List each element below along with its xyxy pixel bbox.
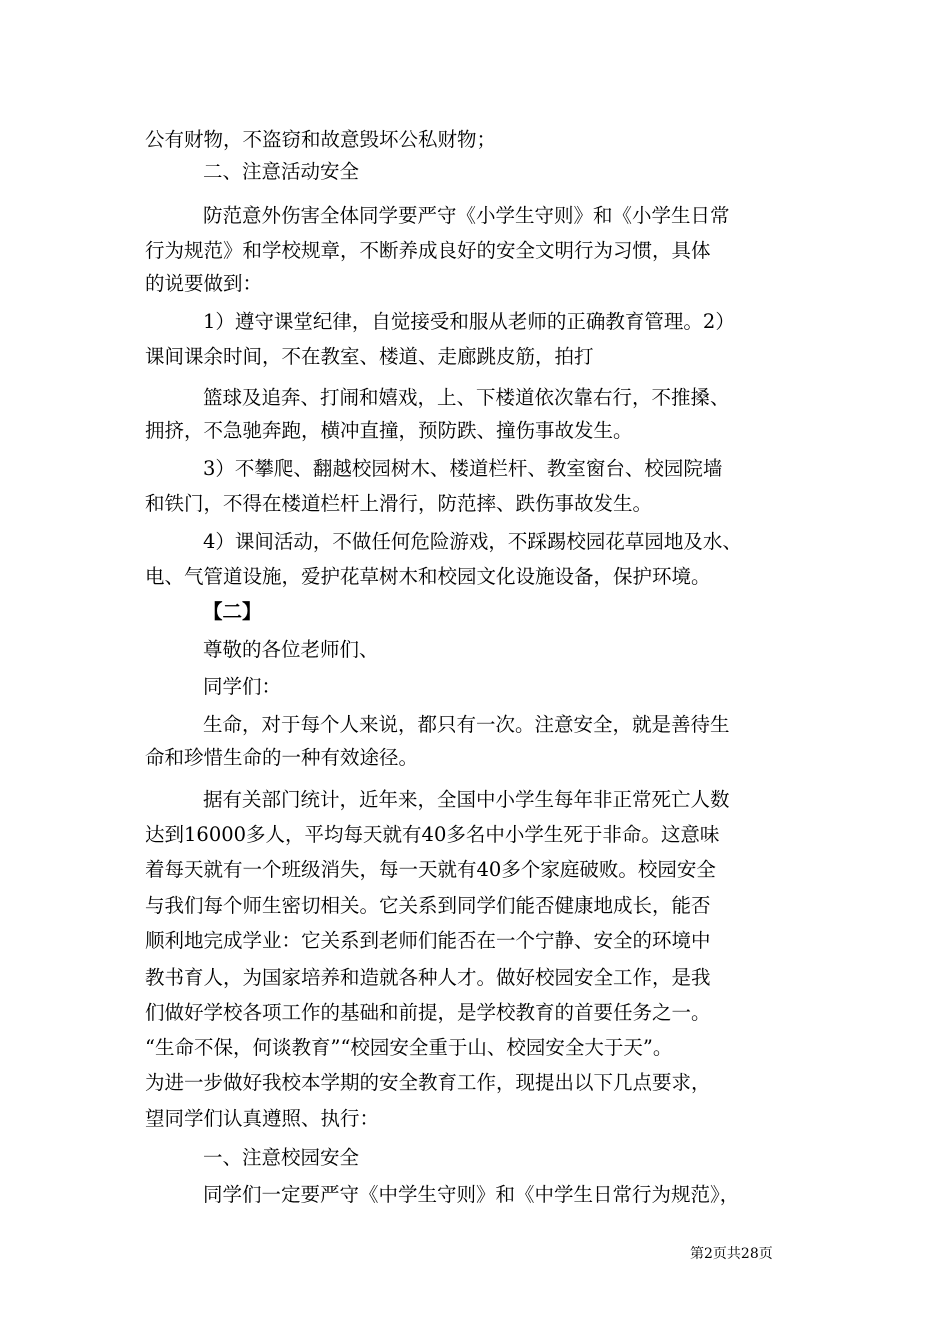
- text-line: 同学们一定要严守《中学生守则》和《中学生日常行为规范》，: [203, 1183, 740, 1206]
- section-heading: 二、注意活动安全: [203, 160, 360, 183]
- text-line: 生命，对于每个人来说，都只有一次。注意安全，就是善待生: [203, 713, 730, 736]
- text-line: 4）课间活动，不做任何危险游戏，不踩踢校园花草园地及水、: [203, 530, 742, 553]
- text-line: 防范意外伤害全体同学要严守《小学生守则》和《小学生日常: [203, 204, 730, 227]
- text-line: 电、气管道设施，爱护花草树木和校园文化设施设备，保护环境。: [145, 565, 711, 588]
- text-line: 顺利地完成学业：它关系到老师们能否在一个宁静、安全的环境中: [145, 929, 711, 952]
- text-line: 1）遵守课堂纪律，自觉接受和服从老师的正确教育管理。2）: [203, 310, 735, 333]
- section-heading: 一、注意校园安全: [203, 1146, 360, 1169]
- text-line: 行为规范》和学校规章，不断养成良好的安全文明行为习惯，具体: [145, 239, 711, 262]
- text-line: 为进一步做好我校本学期的安全教育工作，现提出以下几点要求，: [145, 1071, 711, 1094]
- text-line: 拥挤，不急驰奔跑，横冲直撞，预防跌、撞伤事故发生。: [145, 419, 633, 442]
- text-line: 望同学们认真遵照、执行：: [145, 1107, 380, 1130]
- text-line: 与我们每个师生密切相关。它关系到同学们能否健康地成长，能否: [145, 894, 711, 917]
- text-line: 和铁门，不得在楼道栏杆上滑行，防范摔、跌伤事故发生。: [145, 492, 653, 515]
- text-line: “生命不保，何谈教育”“校园安全重于山、校园安全大于天”。: [145, 1036, 673, 1059]
- text-line: 着每天就有一个班级消失，每一天就有40多个家庭破败。校园安全: [145, 858, 716, 881]
- text-line: 命和珍惜生命的一种有效途径。: [145, 746, 419, 769]
- text-line: 教书育人，为国家培养和造就各种人才。做好校园安全工作，是我: [145, 966, 711, 989]
- section-marker: 【二】: [203, 600, 262, 623]
- salutation-line: 尊敬的各位老师们、: [203, 638, 379, 661]
- text-line: 篮球及追奔、打闹和嬉戏，上、下楼道依次靠右行，不推搡、: [203, 386, 730, 409]
- text-line: 公有财物，不盗窃和故意毁坏公私财物；: [145, 128, 497, 151]
- text-line: 达到16000多人，平均每天就有40多名中小学生死于非命。这意味: [145, 823, 720, 846]
- text-line: 3）不攀爬、翻越校园树木、楼道栏杆、教室窗台、校园院墙: [203, 457, 723, 480]
- page-number-footer: 第2页共28页: [690, 1246, 773, 1262]
- text-line: 据有关部门统计，近年来，全国中小学生每年非正常死亡人数: [203, 788, 730, 811]
- text-line: 的说要做到：: [145, 272, 263, 295]
- salutation-line: 同学们：: [203, 675, 282, 698]
- text-line: 课间课余时间，不在教室、楼道、走廊跳皮筋，拍打: [145, 345, 594, 368]
- text-line: 们做好学校各项工作的基础和前提，是学校教育的首要任务之一。: [145, 1001, 711, 1024]
